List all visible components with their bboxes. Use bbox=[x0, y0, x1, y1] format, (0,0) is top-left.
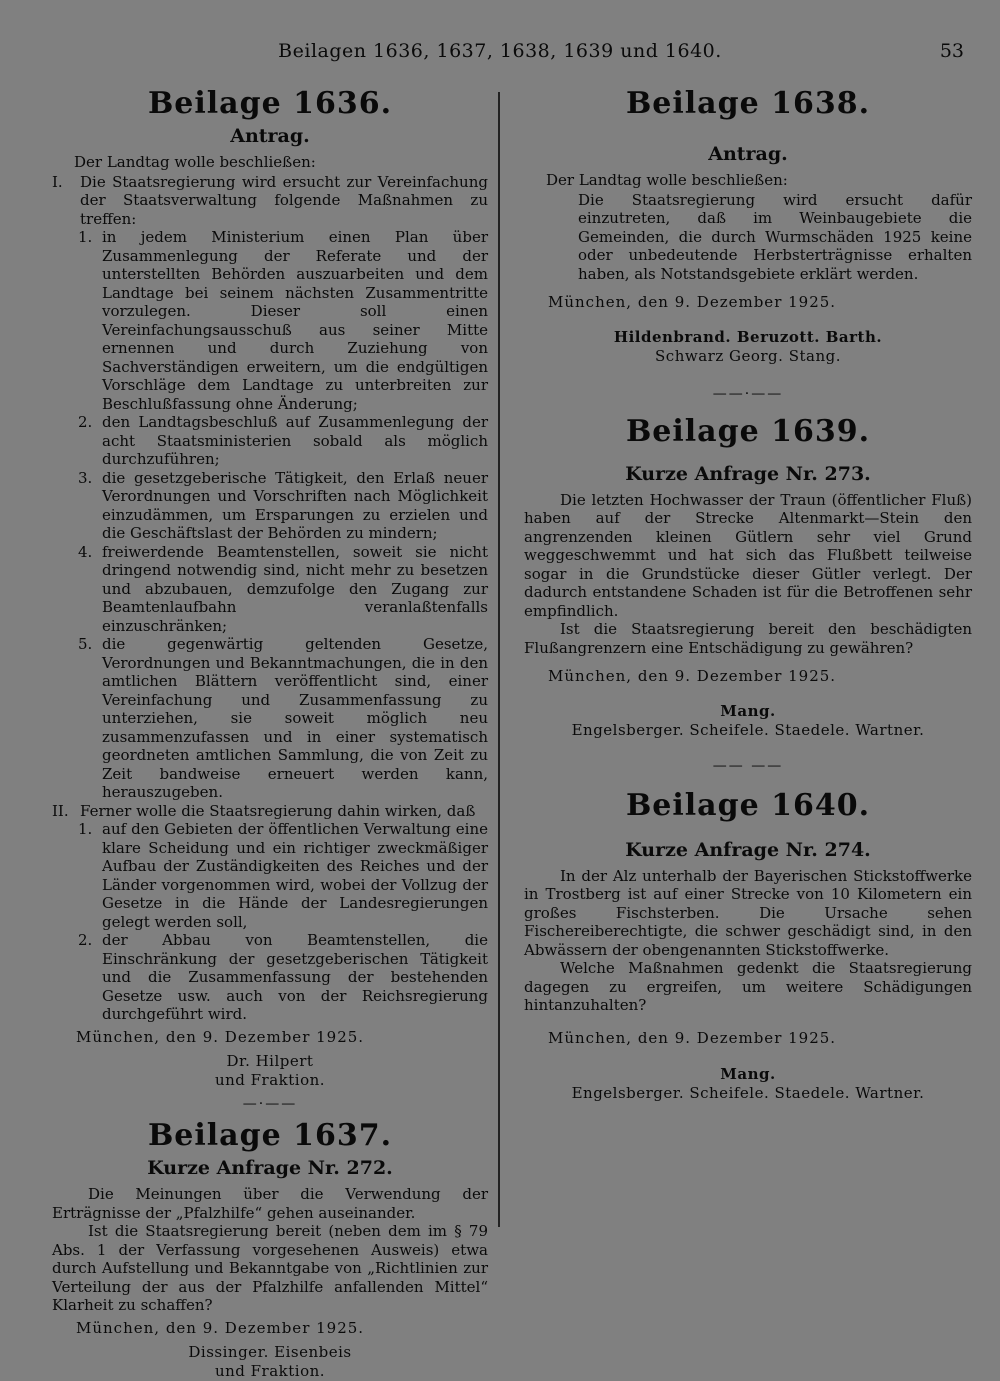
page-number: 53 bbox=[939, 40, 964, 62]
beilage-1638 bbox=[524, 86, 972, 366]
left-column bbox=[52, 80, 488, 1381]
right-column bbox=[524, 80, 972, 1103]
list-item bbox=[52, 635, 488, 802]
item-text: freiwerdende Beamtenstellen, soweit sie nicht dringend notwendig sind, nicht mehr zu besetzen und abzubauen, demzufolge den Zugang zur Beamtenlaufbahn veranlaßtenfalls einzuschränken; bbox=[102, 542, 488, 635]
paragraph: Die Meinungen über die Verwendung der Erträgnisse der „Pfalzhilfe“ gehen auseinander. bbox=[52, 1185, 488, 1222]
item-number: 2. bbox=[78, 413, 93, 431]
signature-names-2: Schwarz Georg. Stang. bbox=[655, 346, 841, 365]
list-item bbox=[52, 543, 488, 636]
beilage-1639 bbox=[524, 414, 972, 740]
list-item bbox=[52, 931, 488, 1024]
numbered-list bbox=[52, 228, 488, 802]
item-number: 1. bbox=[78, 228, 93, 246]
date-line: München, den 9. Dezember 1925. bbox=[76, 1318, 365, 1337]
signature-block bbox=[52, 1052, 488, 1090]
section-title: Beilage 1636. bbox=[147, 86, 393, 121]
section-title: Beilage 1640. bbox=[625, 787, 871, 823]
signature-names: Hildenbrand. Beruzott. Barth. bbox=[613, 327, 883, 346]
item-number: 3. bbox=[78, 468, 93, 487]
date-line: München, den 9. Dezember 1925. bbox=[548, 1028, 837, 1047]
item-text: auf den Gebieten der öffentlichen Verwaltung eine klare Scheidung und ein richtiger zweckmäßiger Aufbau der Zuständigkeiten des Reiches und der Länder vorgenommen wird, wobei der Vollzug der Gesetze in die Hände der Landesregierungen gelegt werden soll, bbox=[102, 820, 488, 931]
signature-block bbox=[524, 702, 972, 740]
date-line: München, den 9. Dezember 1925. bbox=[76, 1027, 365, 1046]
item-number: 4. bbox=[78, 542, 93, 561]
signature-block bbox=[524, 328, 972, 366]
item-text: den Landtagsbeschluß auf Zusammenlegung der acht Staatsministerien sobald als möglich durchzuführen; bbox=[102, 413, 488, 468]
roman-numeral: II. bbox=[52, 801, 69, 820]
date-line: München, den 9. Dezember 1925. bbox=[548, 667, 837, 685]
section-separator: ——·—— bbox=[712, 385, 784, 402]
page-header-title: Beilagen 1636, 1637, 1638, 1639 und 1640. bbox=[278, 40, 722, 62]
section-subtitle: Antrag. bbox=[230, 125, 310, 147]
roman-item bbox=[52, 802, 488, 821]
signature-block bbox=[52, 1343, 488, 1381]
signature-fraction: und Fraktion. bbox=[214, 1362, 326, 1380]
paragraph: Die letzten Hochwasser der Traun (öffentlicher Fluß) haben auf der Strecke Altenmarkt—Stein den angrenzenden kleinen Gütlern sehr viel Grund weggeschwemmt und hat sich das Flußbett teilweise sogar in die Grundstücke dieser Gütler verlegt. Der dadurch entstandene Schaden ist für die Betroffenen sehr empfindlich. bbox=[524, 490, 972, 620]
roman-text: Ferner wolle die Staatsregierung dahin wirken, daß bbox=[80, 801, 476, 820]
item-text: in jedem Ministerium einen Plan über Zusammenlegung der Referate und der unterstellten Behörden auszuarbeiten und dem Landtage bei seinem nächsten Zusammentritte vorzulegen. Dieser soll einen Vereinfachungsausschuß aus seiner Mitte ernennen und durch Zuziehung von Sachverständigen erweitern, um die endgültigen Vorschläge dem Landtage zu unterbreiten zur Beschlußfassung ohne Änderung; bbox=[102, 228, 488, 413]
section-title: Beilage 1637. bbox=[147, 1118, 393, 1153]
section-subtitle: Kurze Anfrage Nr. 273. bbox=[625, 462, 871, 485]
list-item bbox=[52, 228, 488, 413]
signature-names-2: Engelsberger. Scheifele. Staedele. Wartner. bbox=[571, 720, 925, 739]
column-divider bbox=[498, 92, 500, 1227]
item-text: die gegenwärtig geltenden Gesetze, Verordnungen und Bekanntmachungen, die in den amtlichen Blättern veröffentlicht sind, einer Vereinfachung und Zusammenfassung zu unterziehen, sie soweit möglich neu zusammenzufassen und in einer systematisch geordneten amtlichen Sammlung, die von Zeit zu Zeit bandweise erneuert werden kann, herauszugeben. bbox=[102, 635, 488, 801]
section-subtitle: Antrag. bbox=[708, 143, 788, 165]
beilage-1640 bbox=[524, 788, 972, 1104]
item-number: 1. bbox=[78, 820, 93, 838]
item-text: die gesetzgeberische Tätigkeit, den Erlaß neuer Verordnungen und Vorschriften nach Möglichkeit einzudämmen, um Ersparungen zu erzielen und die Geschäftslast der Behörden zu mindern; bbox=[102, 468, 488, 542]
item-number: 2. bbox=[78, 931, 93, 949]
paragraph: Ist die Staatsregierung bereit den beschädigten Flußangrenzern eine Entschädigung zu gewähren? bbox=[524, 620, 972, 657]
signature-names: Mang. bbox=[720, 1065, 776, 1083]
section-subtitle: Kurze Anfrage Nr. 274. bbox=[625, 838, 871, 861]
section-subtitle: Kurze Anfrage Nr. 272. bbox=[147, 1157, 393, 1179]
beilage-1637 bbox=[52, 1118, 488, 1381]
signature-names: Dissinger. Eisenbeis bbox=[188, 1343, 352, 1361]
paragraph: Ist die Staatsregierung bereit (neben dem im § 79 Abs. 1 der Verfassung vorgesehenen Ausweis) etwa durch Aufstellung und Bekanntgabe von „Richtlinien zur Verteilung der aus der Pfalzhilfe anfallenden Mittel“ Klarheit zu schaffen? bbox=[52, 1222, 488, 1314]
lead-text: Der Landtag wolle beschließen: bbox=[546, 171, 788, 189]
signature-names: Dr. Hilpert bbox=[226, 1052, 314, 1070]
signature-fraction: und Fraktion. bbox=[214, 1071, 326, 1089]
beilage-1636 bbox=[52, 86, 488, 1090]
roman-text: Die Staatsregierung wird ersucht zur Vereinfachung der Staatsverwaltung folgende Maßnahmen zu treffen: bbox=[80, 172, 488, 228]
list-item bbox=[52, 413, 488, 469]
lead-text: Der Landtag wolle beschließen: bbox=[74, 153, 316, 171]
paragraph: In der Alz unterhalb der Bayerischen Stickstoffwerke in Trostberg ist auf einer Strecke von 10 Kilometern ein großes Fischsterben. Die Ursache sehen Fischereiberechtigte, die schwer geschädigt sind, in den Abwässern der obengenannten Stickstoffwerke. bbox=[524, 866, 972, 959]
paragraph: Die Staatsregierung wird ersucht dafür einzutreten, daß im Weinbaugebiete die Gemeinden, die durch Wurmschäden 1925 keine oder unbedeutende Herbsterträgnisse erhalten haben, als Notstandsgebiete erklärt werden. bbox=[578, 190, 972, 283]
list-item bbox=[52, 820, 488, 931]
roman-item bbox=[52, 173, 488, 229]
section-title: Beilage 1638. bbox=[625, 86, 871, 121]
numbered-list bbox=[52, 820, 488, 1024]
section-separator: —— —— bbox=[712, 757, 784, 774]
signature-block bbox=[524, 1065, 972, 1103]
list-item bbox=[52, 469, 488, 543]
paragraph: Welche Maßnahmen gedenkt die Staatsregierung dagegen zu ergreifen, um weitere Schädigungen hintanzuhalten? bbox=[524, 959, 972, 1014]
section-title: Beilage 1639. bbox=[625, 413, 871, 449]
item-text: der Abbau von Beamtenstellen, die Einschränkung der gesetzgeberischen Tätigkeit und die Zusammenfassung der bestehenden Gesetze usw. auch von der Reichsregierung durchgeführt wird. bbox=[102, 931, 488, 1023]
roman-numeral: I. bbox=[52, 172, 63, 191]
item-number: 5. bbox=[78, 635, 93, 653]
date-line: München, den 9. Dezember 1925. bbox=[548, 293, 837, 311]
section-separator: —·—— bbox=[242, 1096, 298, 1112]
signature-names: Mang. bbox=[720, 701, 776, 720]
signature-names-2: Engelsberger. Scheifele. Staedele. Wartner. bbox=[571, 1084, 925, 1102]
